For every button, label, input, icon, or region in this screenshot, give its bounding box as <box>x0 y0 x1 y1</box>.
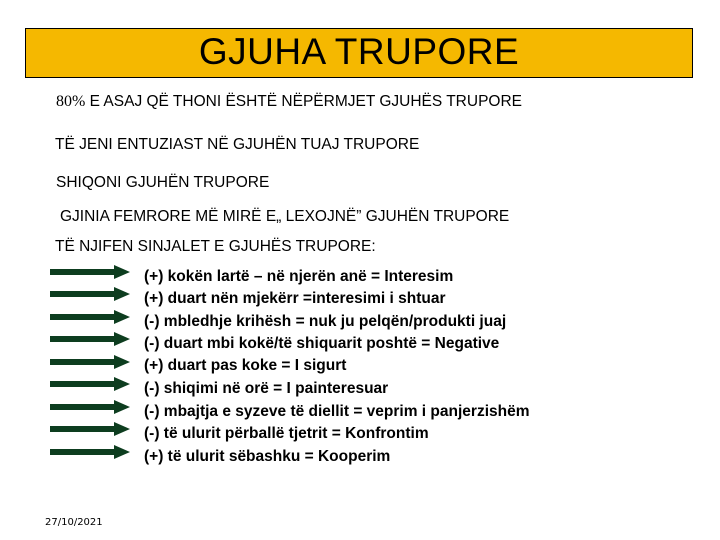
signal-item: (-) mbledhje krihësh = nuk ju pelqën/produkti juaj <box>144 313 507 330</box>
signal-item: (+) duart nën mjekërr =interesimi i shtuar <box>144 290 446 307</box>
right-arrow-icon <box>50 265 130 279</box>
right-arrow-icon <box>50 400 130 414</box>
right-arrow-icon <box>50 310 130 324</box>
page-title: GJUHA TRUPORE <box>198 31 520 72</box>
right-arrow-icon <box>50 332 130 346</box>
signal-item: (+) kokën lartë – në njerën anë = Interesim <box>144 268 454 285</box>
intro-line-3: SHIQONI GJUHËN TRUPORE <box>56 174 270 191</box>
intro-line-5: TË NJIFEN SINJALET E GJUHËS TRUPORE: <box>55 238 376 255</box>
signal-item: (-) duart mbi kokë/të shiquarit poshtë = Negative <box>144 335 500 352</box>
intro-percent: 80% <box>56 93 86 110</box>
intro-line-4: GJINIA FEMRORE MË MIRË E„ LEXOJNË” GJUHËN TRUPORE <box>60 208 510 225</box>
intro-line-1 <box>56 93 522 111</box>
signal-item: (+) duart pas koke = I sigurt <box>144 357 347 374</box>
right-arrow-icon <box>50 377 130 391</box>
right-arrow-icon <box>50 422 130 436</box>
signal-item: (-) të ulurit përballë tjetrit = Konfrontim <box>144 425 429 442</box>
signal-item: (+) të ulurit sëbashku = Kooperim <box>144 448 391 465</box>
intro-line-1-text: E ASAJ QË THONI ËSHTË NËPËRMJET GJUHËS TRUPORE <box>85 93 522 110</box>
title-banner <box>25 28 693 78</box>
signal-item: (-) shiqimi në orë = I painteresuar <box>144 380 389 397</box>
slide-date: 27/10/2021 <box>45 517 103 528</box>
right-arrow-icon <box>50 355 130 369</box>
intro-line-2: TË JENI ENTUZIAST NË GJUHËN TUAJ TRUPORE <box>55 136 420 153</box>
right-arrow-icon <box>50 287 130 301</box>
signal-item: (-) mbajtja e syzeve të diellit = veprim i panjerzishëm <box>144 403 530 420</box>
right-arrow-icon <box>50 445 130 459</box>
